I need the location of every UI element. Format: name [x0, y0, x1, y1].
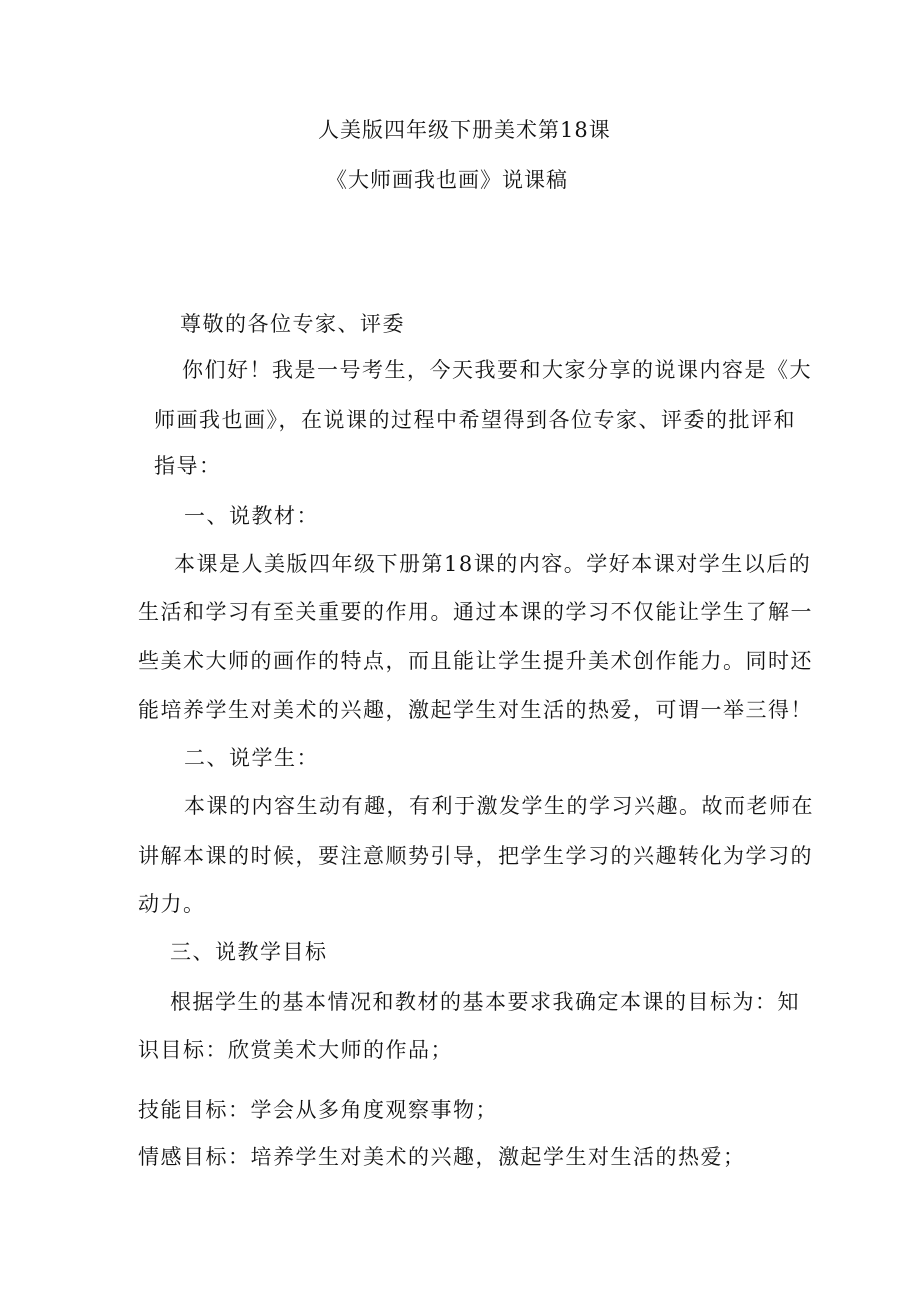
- section-paragraph-line: 些美术大师的画作的特点，而且能让学生提升美术创作能力。同时还: [138, 649, 813, 673]
- section-paragraph-line: 根据学生的基本情况和教材的基本要求我确定本课的目标为：知: [170, 990, 800, 1014]
- intro-line: 指导：: [154, 454, 222, 478]
- intro-line: 师画我也画》，在说课的过程中希望得到各位专家、评委的批评和: [154, 408, 796, 432]
- section-paragraph-line: 本课是人美版四年级下册第18课的内容。学好本课对学生以后的: [174, 552, 812, 576]
- section-paragraph-line: 能培养学生对美术的兴趣，激起学生对生活的热爱，可谓一举三得！: [138, 698, 813, 722]
- section-paragraph-line: 本课的内容生动有趣，有利于激发学生的学习兴趣。故而老师在: [184, 794, 814, 818]
- section-paragraph-line: 识目标：欣赏美术大师的作品；: [138, 1038, 453, 1062]
- emotion-goal: 情感目标：培养学生对美术的兴趣，激起学生对生活的热爱；: [138, 1145, 746, 1169]
- section-heading-students: 二、说学生：: [184, 746, 319, 770]
- intro-line: 你们好！我是一号考生，今天我要和大家分享的说课内容是《大: [182, 358, 812, 382]
- doc-title-line2: 《大师画我也画》说课稿: [326, 168, 568, 192]
- skill-goal: 技能目标：学会从多角度观察事物；: [138, 1098, 498, 1122]
- section-heading-goals: 三、说教学目标: [170, 940, 328, 964]
- doc-title-line1: 人美版四年级下册美术第18课: [318, 118, 611, 142]
- greeting: 尊敬的各位专家、评委: [180, 312, 405, 336]
- section-paragraph-line: 讲解本课的时候，要注意顺势引导，把学生学习的兴趣转化为学习的: [138, 844, 813, 868]
- section-heading-materials: 一、说教材：: [184, 504, 319, 528]
- section-paragraph-line: 生活和学习有至关重要的作用。通过本课的学习不仅能让学生了解一: [138, 600, 813, 624]
- section-paragraph-line: 动力。: [138, 892, 206, 916]
